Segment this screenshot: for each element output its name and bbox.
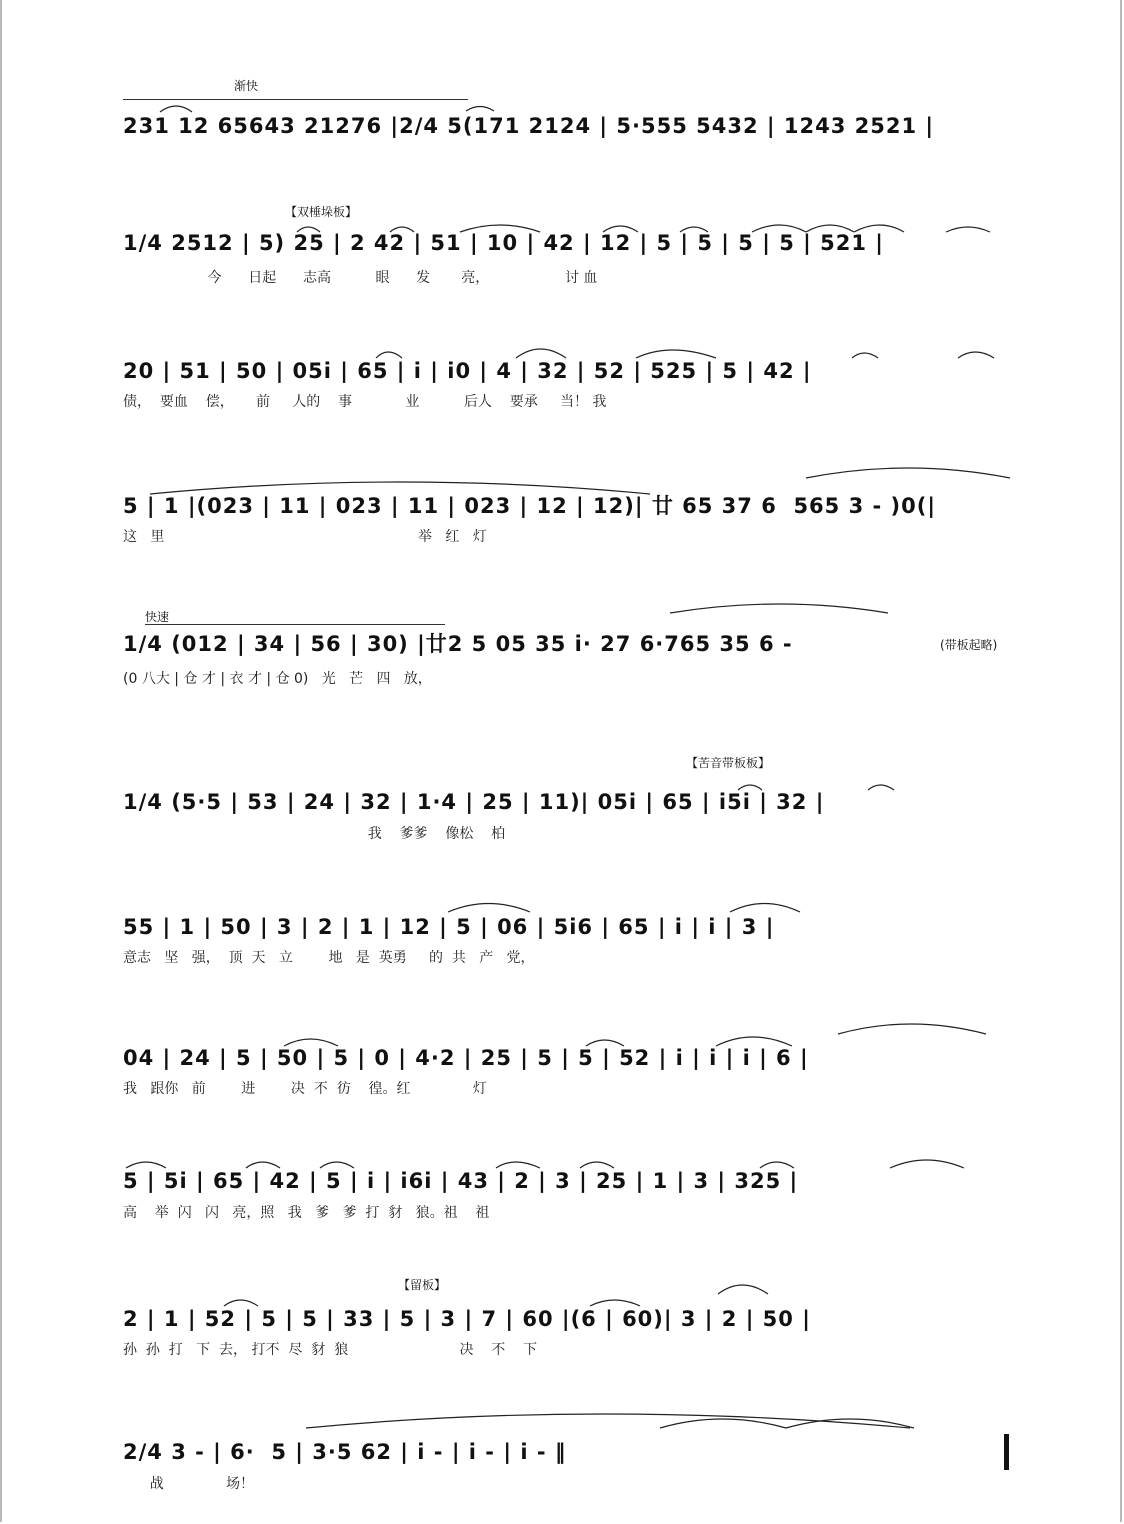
lyrics-row-7: 意志 坚 强， 顶 天 立 地 是 英勇 的 共 产 党， [123,950,535,966]
notation-row-7: 55 | 1 | 50 | 3 | 2 | 1 | 12 | 5 | 06 | 5i6 | 65 | i | i | 3 | [123,915,775,939]
section-mark-liuban: 【留板】 [398,1278,447,1292]
notation-row-1: 231 12 65643 21276 |2/4 5(171 2124 | 5·555 5432 | 1243 2521 | [123,114,935,138]
notation-row-3: 20 | 51 | 50 | 05i | 65 | i | i0 | 4 | 32 | 52 | 525 | 5 | 42 | [123,359,812,383]
lyrics-row-11: 战 场！ [123,1476,255,1492]
lyrics-row-9: 高 举 闪 闪 亮，照 我 爹 爹 打 豺 狼。祖 祖 [123,1205,490,1221]
notation-row-5: 1/4 (012 | 34 | 56 | 30) |廿2 5 05 35 i· 27 6·765 35 6 - [123,632,793,656]
lyrics-row-3: 债， 要血 偿， 前 人的 事 业 后人 要承 当！ 我 [123,394,607,410]
notation-row-11: 2/4 3 - | 6· 5 | 3·5 62 | i - | i - | i - ‖ [123,1440,567,1464]
tempo-mark-accelerando: 渐快 [234,79,259,93]
lyrics-row-6: 我 爹爹 像松 柏 [123,826,506,842]
notation-row-10: 2 | 1 | 52 | 5 | 5 | 33 | 5 | 3 | 7 | 60 |(6 | 60)| 3 | 2 | 50 | [123,1307,811,1331]
mark-daiban-qilue: (带板起略) [940,638,998,652]
notation-row-8: 04 | 24 | 5 | 50 | 5 | 0 | 4·2 | 25 | 5 | 5 | 52 | i | i | i | 6 | [123,1046,809,1070]
lyrics-row-2: 今 日起 志高 眼 发 亮， 讨 血 [123,270,598,286]
notation-row-6: 1/4 (5·5 | 53 | 24 | 32 | 1·4 | 25 | 11)| 05i | 65 | i5i | 32 | [123,790,825,814]
lyrics-row-4: 这 里 举 红 灯 [123,529,487,545]
lyrics-row-8: 我 跟你 前 进 决 不 彷 徨。红 灯 [123,1081,487,1097]
section-mark-kuyin-daiban: 【苦音带板板】 [686,756,771,770]
lyrics-row-10: 孙 孙 打 下 去， 打不 尽 豺 狼 决 不 下 [123,1342,538,1358]
tempo-mark-fast: 快速 [145,610,170,624]
notation-row-9: 5 | 5i | 65 | 42 | 5 | i | i6i | 43 | 2 | 3 | 25 | 1 | 3 | 325 | [123,1169,799,1193]
lyrics-row-5: (0 八大 | 仓 才 | 衣 才 | 仓 0) 光 芒 四 放， [123,671,432,687]
notation-row-4: 5 | 1 |(023 | 11 | 023 | 11 | 023 | 12 | 12)| 廿 65 37 6 565 3 - )0(| [123,494,937,518]
final-barline [1004,1434,1009,1470]
tempo-extension-line [123,99,468,100]
section-mark-shuangchui-duoban: 【双棰垛板】 [285,205,358,219]
notation-row-2: 1/4 2512 | 5) 25 | 2 42 | 51 | 10 | 42 | 12 | 5 | 5 | 5 | 5 | 521 | [123,231,884,255]
